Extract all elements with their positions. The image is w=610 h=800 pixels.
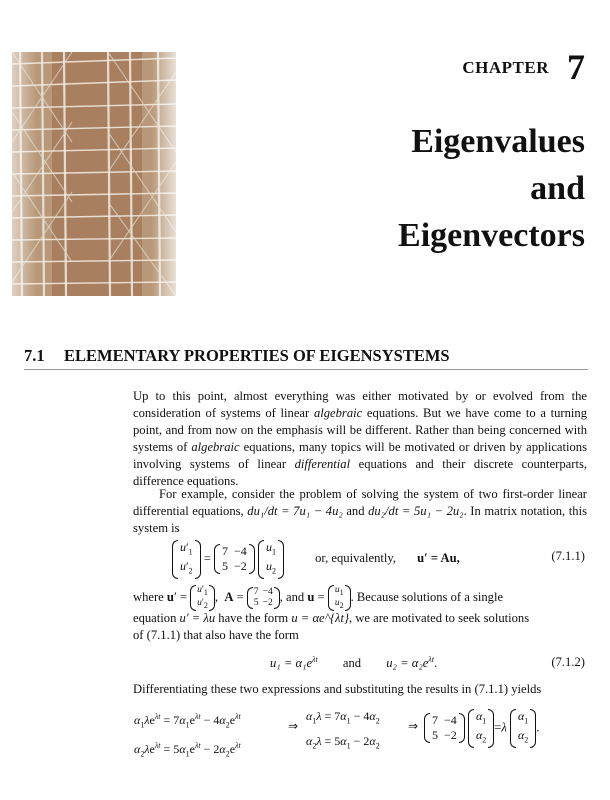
text: Up to this point, almost everything was either motivated by or evolved from the consideration of systems of linear xyxy=(133,389,587,420)
text: equations and their discrete counterparts, difference equations. xyxy=(133,457,587,488)
chapter-label: CHAPTER xyxy=(462,58,549,77)
matrix-a-small: 7 −4 5 −2 xyxy=(247,587,280,609)
equation-reduced: $\alpha_1\lambda = 7\alpha_1 - 4\alpha_2$ $\alpha_2\lambda = 5\alpha_1 - 2\alpha_2$ xyxy=(306,709,380,751)
text: . Because solutions of a single xyxy=(350,589,504,604)
text: For example, consider the problem of solving the system of two first-order linear differential equations, xyxy=(133,487,587,518)
vector-alpha: $\alpha_1$ $\alpha_2$ xyxy=(468,709,494,748)
chapter-title xyxy=(398,118,585,259)
vector-u-prime-small: $u'_1$ $u'_2$ xyxy=(190,585,215,611)
equation-solution-form: $u_1 = \alpha_1e^{\lambda t}$ and $u_2 = \alpha_2e^{\lambda t}$. xyxy=(270,655,438,671)
equation-compact: u′ = Au, xyxy=(417,551,460,566)
section-number: 7.1 xyxy=(24,346,45,365)
section-heading xyxy=(24,346,450,366)
emphasis: algebraic xyxy=(191,440,240,454)
text: equation xyxy=(133,611,180,625)
implies-arrow: ⇒ xyxy=(408,719,419,733)
equation-number: (7.1.1) xyxy=(551,549,585,563)
math-inline: u = αe^{λt} xyxy=(291,611,349,625)
chapter-title-line: Eigenvalues xyxy=(411,123,585,160)
vector-u: $u_1$ $u_2$ xyxy=(258,540,284,579)
line-where: where u′ = $u'_1$ $u'_2$ , A = 7 −4 5 −2 , and u = $u_1$ $u_2$ . Because solutions of a single xyxy=(133,585,504,610)
chapter-heading xyxy=(462,46,585,88)
line-equation-form xyxy=(133,611,529,626)
paragraph-example xyxy=(133,486,587,537)
text: where xyxy=(133,589,164,604)
scaffolding-photo xyxy=(12,52,176,296)
vector-alpha: $\alpha_1$ $\alpha_2$ xyxy=(510,709,536,748)
text: equations. But we have come to a turning point, and from now on the emphasis will be different. Rather than being concerned with systems of xyxy=(133,406,588,454)
vector-u-prime: $u'_1$ $u'_2$ xyxy=(172,540,201,579)
text: . In matrix notation, this system is xyxy=(133,504,587,535)
line-differentiating: Differentiating these two expressions and substituting the results in (7.1.1) yields xyxy=(133,682,542,696)
equation-matrix-system: $u'_1$ $u'_2$ = 7 −4 5 −2 $u_1$ $u_2$ or, equivalently, u′ = Au, xyxy=(172,540,460,579)
math-inline: du₁/dt = 7u₁ − 4u₂ xyxy=(247,504,343,518)
text: have the form xyxy=(215,611,292,625)
math-inline: du₂/dt = 5u₁ − 2u₂ xyxy=(368,504,464,518)
equation-number: (7.1.2) xyxy=(551,655,585,669)
equation-substituted: $\alpha_1\lambda e^{\lambda t} = 7\alpha_1e^{\lambda t} - 4\alpha_2e^{\lambda t}$ $\alpha_2\lambda e^{\lambda t} = 5\alpha_1e^{\lambda t} - 2\alpha_2e^{\lambda t}$ xyxy=(134,712,241,759)
text: , and xyxy=(279,589,305,604)
equation-eigen-matrix: 7 −4 5 −2 $\alpha_1$ $\alpha_2$ =λ $\alpha_1$ $\alpha_2$ . xyxy=(424,709,539,748)
matrix-a: 7 −4 5 −2 xyxy=(214,544,255,574)
chapter-title-line: Eigenvectors xyxy=(398,217,585,254)
text: equations, many topics will be motivated or driven by applications involving systems of linear xyxy=(133,440,587,471)
paragraph-intro xyxy=(133,388,587,490)
text: and xyxy=(342,656,362,671)
matrix-a: 7 −4 5 −2 xyxy=(424,713,465,743)
equivalently-text: or, equivalently, xyxy=(315,551,396,566)
section-title: ELEMENTARY PROPERTIES OF EIGENSYSTEMS xyxy=(64,346,450,365)
implies-arrow: ⇒ xyxy=(288,719,299,733)
chapter-number: 7 xyxy=(567,47,585,87)
emphasis: differential xyxy=(294,457,351,471)
text: , we are motivated to seek solutions xyxy=(349,611,530,625)
section-rule xyxy=(24,369,588,370)
line-of: of (7.1.1) that also have the form xyxy=(133,628,299,642)
math-inline: u₂ = α₂e xyxy=(386,656,429,671)
chapter-title-line: and xyxy=(530,170,585,207)
text: and xyxy=(342,504,369,518)
emphasis: algebraic xyxy=(313,406,363,420)
math-inline: u₁ = α₁e xyxy=(270,656,313,671)
vector-u-small: $u_1$ $u_2$ xyxy=(328,585,351,611)
math-inline: u′ = λu xyxy=(179,611,216,625)
